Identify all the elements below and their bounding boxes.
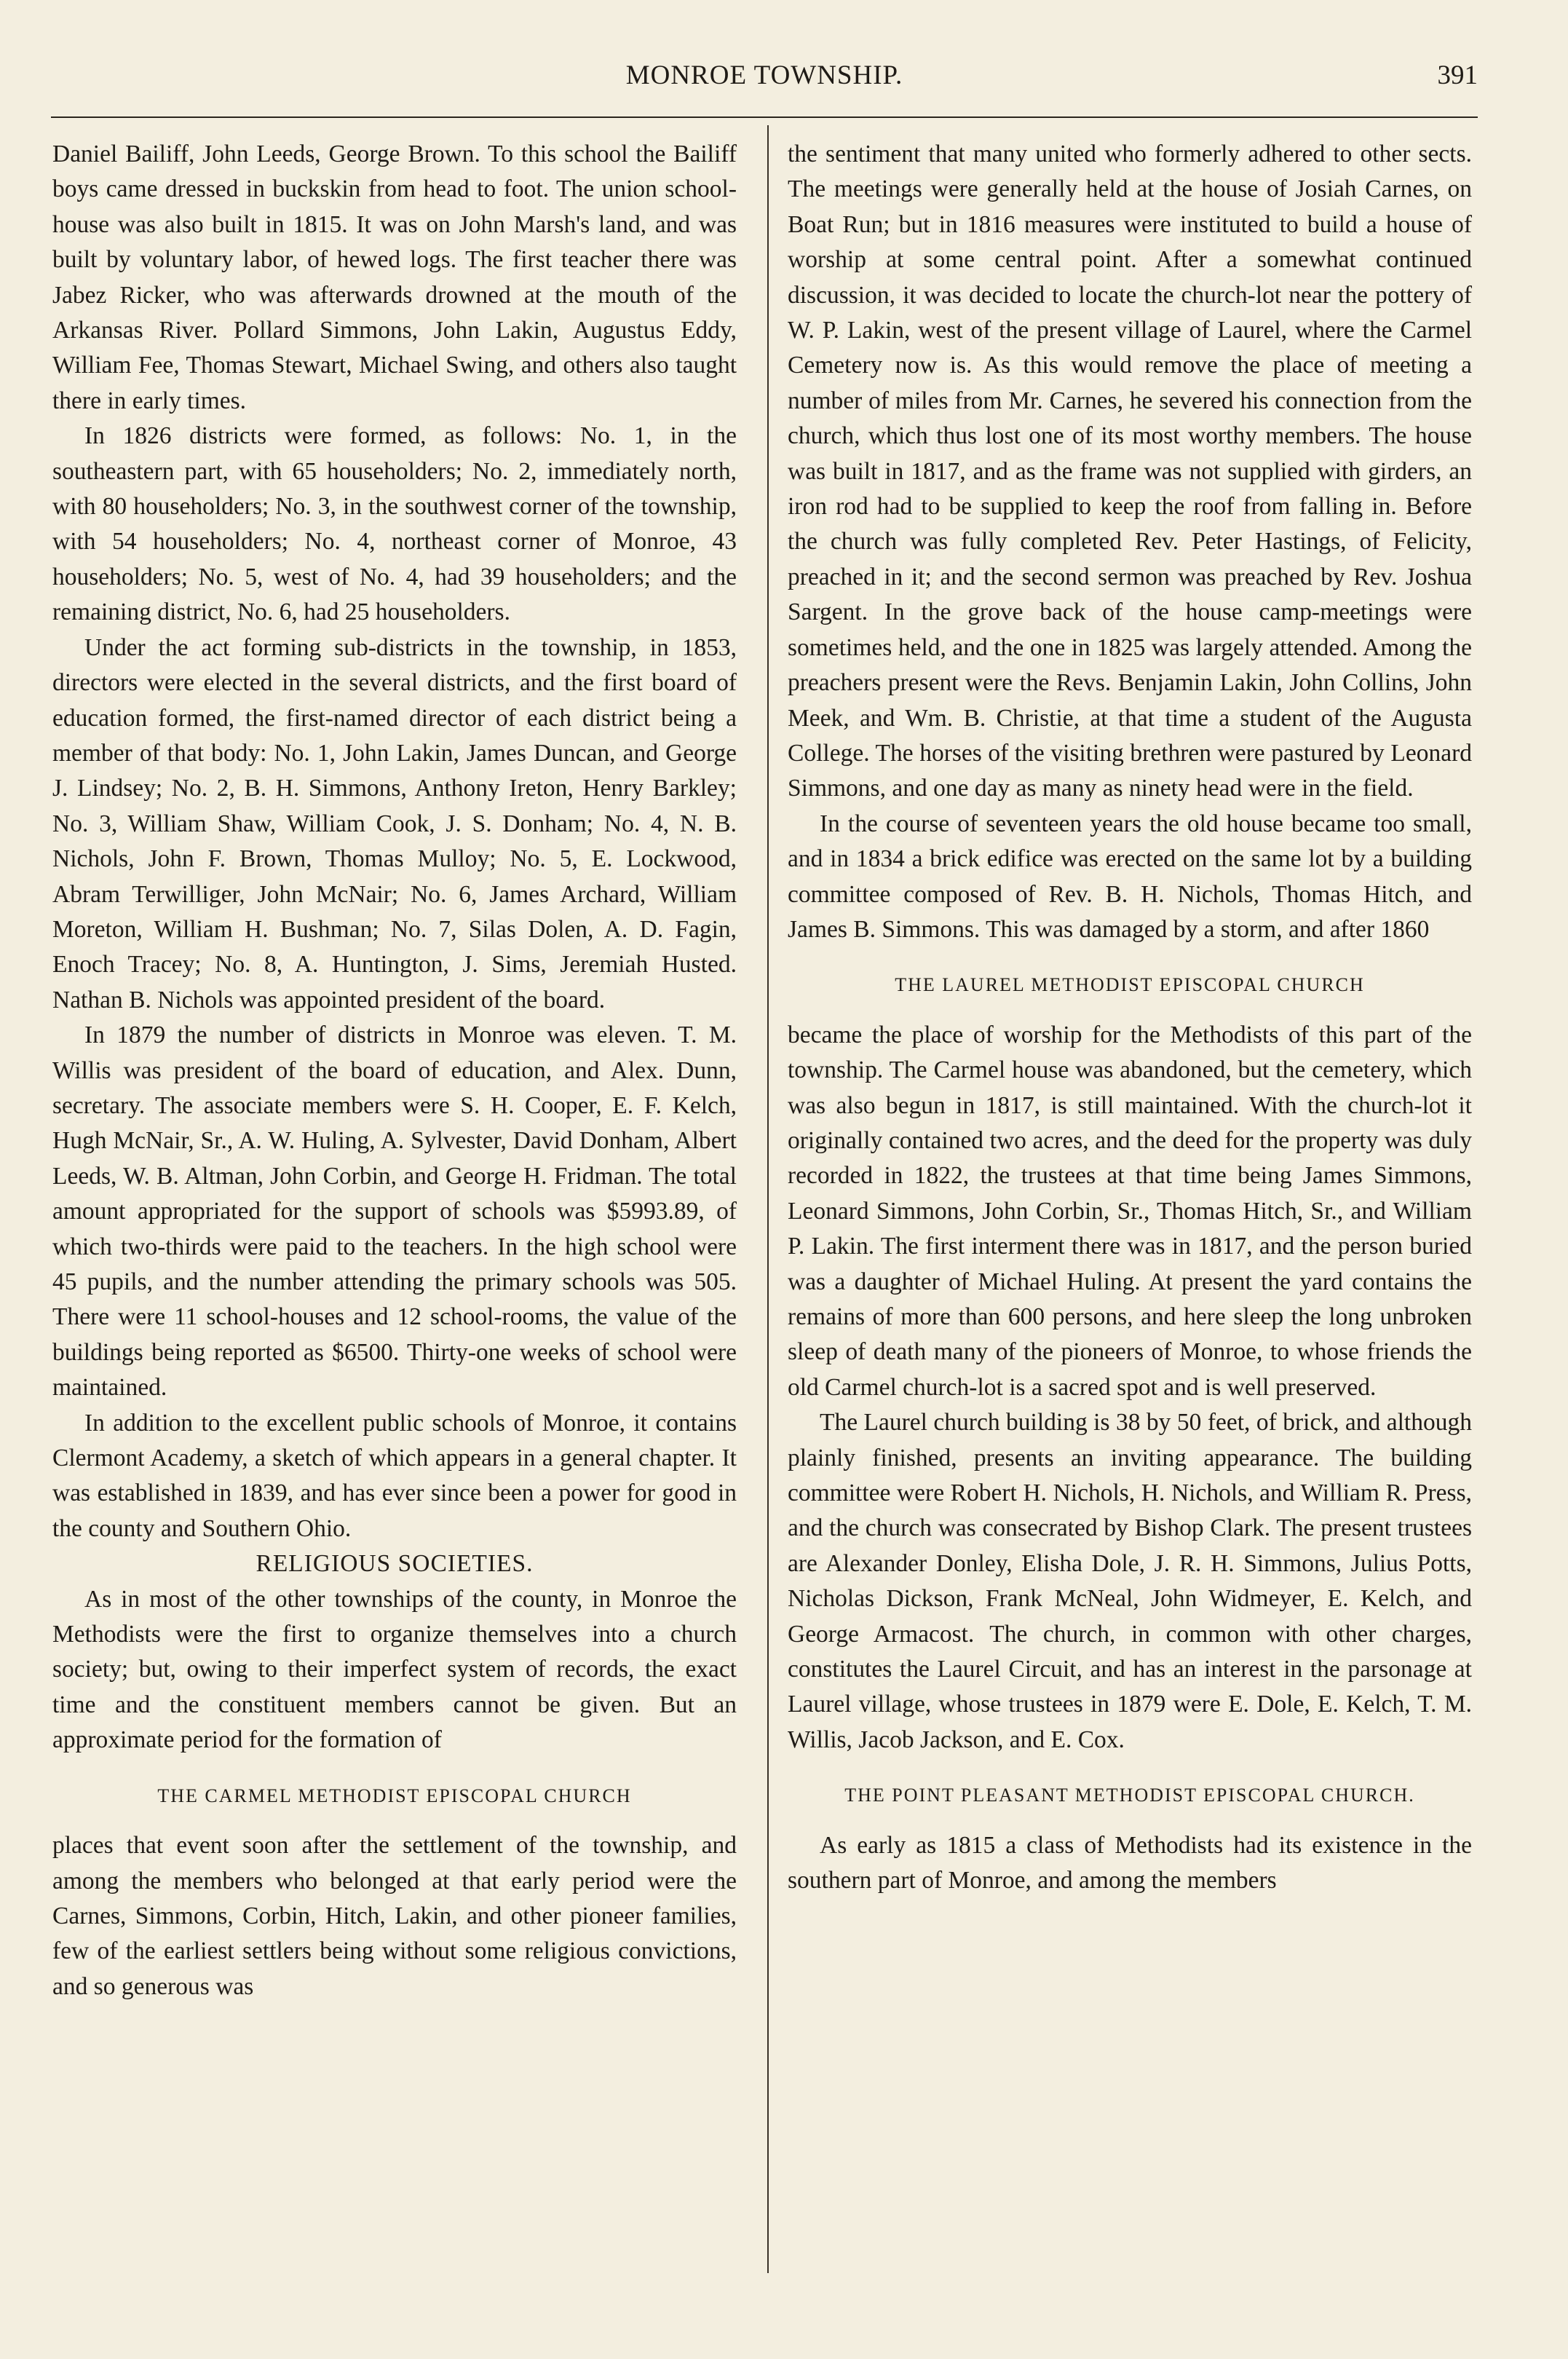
left-column (52, 137, 737, 2004)
paragraph: The Laurel church building is 38 by 50 feet, of brick, and although plainly finished, presents an inviting appearance. The building committee were Robert H. Nichols, H. Nichols, and William R. Press, and the church was consecrated by Bishop Clark. The present trustees are Alexander Donley, Elisha Dole, J. R. H. Simmons, Julius Potts, Nicholas Dickson, Frank McNeal, John Widmeyer, E. Kelch, and George Armacost. The church, in common with other charges, constitutes the Laurel Circuit, and has an interest in the parsonage at Laurel village, whose trustees in 1879 were E. Dole, E. Kelch, T. M. Willis, Jacob Jackson, and E. Cox. (788, 1409, 1472, 1753)
section-heading: RELIGIOUS SOCIETIES. (256, 1550, 534, 1578)
paragraph: As in most of the other townships of the county, in Monroe the Methodists were the first to organize themselves into a church society; but, owing to their imperfect system of records, the exact time and the constituent members cannot be given. But an approximate period for the formation of (52, 1585, 737, 1754)
paragraph: In 1879 the number of districts in Monroe was eleven. T. M. Willis was president of the board of education, and Alex. Dunn, secretary. The associate members were S. H. Cooper, E. F. Kelch, Hugh McNair, Sr., A. W. Huling, A. Sylvester, David Donham, Albert Leeds, W. B. Altman, John Corbin, and George H. Fridman. The total amount appropriated for the support of schools was $5993.89, of which two-thirds were paid to the teachers. In the high school were 45 pupils, and the number attending the primary schools was 505. There were 11 school-houses and 12 school-rooms, the value of the buildings being reported as $6500. Thirty-one weeks of school were maintained. (52, 1022, 737, 1402)
column-divider (767, 125, 769, 2273)
church-heading: THE CARMEL METHODIST EPISCOPAL CHURCH (157, 1785, 632, 1806)
page-number: 391 (1437, 60, 1478, 90)
paragraph: the sentiment that many united who formerly adhered to other sects. The meetings were generally held at the house of Josiah Carnes, on Boat Run; but in 1816 measures were instituted to build a house of worship at some central point. After a somewhat continued discussion, it was decided to locate the church-lot near the pottery of W. P. Lakin, west of the present village of Laurel, where the Carmel Cemetery now is. As this would remove the place of meeting a number of miles from Mr. Carnes, he severed his connection from the church, which thus lost one of its most worthy members. The house was built in 1817, and as the frame was not supplied with girders, an iron rod had to be supplied to keep the roof from falling in. Before the church was fully completed Rev. Peter Hastings, of Felicity, preached in it; and the second sermon was preached by Rev. Joshua Sargent. In the grove back of the house camp-meetings were sometimes held, and the one in 1825 was largely attended. Among the preachers present were the Revs. Benjamin Lakin, John Collins, John Meek, and Wm. B. Christie, at that time a student of the Augusta College. The horses of the visiting brethren were pastured by Leonard Simmons, and one day as many as ninety head were in the field. (788, 141, 1472, 802)
paragraph: Daniel Bailiff, John Leeds, George Brown. To this school the Bailiff boys came dressed in buckskin from head to foot. The union school-house was also built in 1815. It was on John Marsh's land, and was built by voluntary labor, of hewed logs. The first teacher there was Jabez Ricker, who was afterwards drowned at the mouth of the Arkansas River. Pollard Simmons, John Lakin, Augustus Eddy, William Fee, Thomas Stewart, Michael Swing, and others also taught there in early times. (52, 141, 737, 414)
paragraph: Under the act forming sub-districts in the township, in 1853, directors were elected in the several districts, and the first board of education formed, the first-named director of each district being a member of that body: No. 1, John Lakin, James Duncan, and George J. Lindsey; No. 2, B. H. Simmons, Anthony Ireton, Henry Barkley; No. 3, William Shaw, William Cook, J. S. Donham; No. 4, N. B. Nichols, John F. Brown, Thomas Mulloy; No. 5, E. Lockwood, Abram Terwilliger, John McNair; No. 6, James Archard, William Moreton, William H. Bushman; No. 7, Silas Dolen, A. D. Fagin, Enoch Tracey; No. 8, A. Huntington, J. Sims, Jeremiah Husted. Nathan B. Nichols was appointed president of the board. (52, 633, 737, 1013)
paragraph: In addition to the excellent public schools of Monroe, it contains Clermont Academy, a sketch of which appears in a general chapter. It was established in 1839, and has ever since been a power for good in the county and Southern Ohio. (52, 1409, 737, 1542)
page-header (51, 60, 1478, 103)
paragraph: As early as 1815 a class of Methodists had its existence in the southern part of Monroe, and among the members (788, 1831, 1472, 1894)
paragraph: became the place of worship for the Methodists of this part of the township. The Carmel house was abandoned, but the cemetery, which was also begun in 1817, is still maintained. With the church-lot it originally contained two acres, and the deed for the property was duly recorded in 1822, the trustees at that time being James Simmons, Leonard Simmons, John Corbin, Sr., Thomas Hitch, Sr., and William P. Lakin. The first interment there was in 1817, and the person buried was a daughter of Michael Huling. At present the yard contains the remains of more than 600 persons, and here sleep the long unbroken sleep of death many of the pioneers of Monroe, to whose friends the old Carmel church-lot is a sacred spot and is well preserved. (788, 1021, 1472, 1401)
paragraph: In the course of seventeen years the old house became too small, and in 1834 a brick edifice was erected on the same lot by a building committee composed of Rev. B. H. Nichols, Thomas Hitch, and James B. Simmons. This was damaged by a storm, and after 1860 (788, 810, 1472, 943)
church-heading: THE LAUREL METHODIST EPISCOPAL CHURCH (895, 974, 1365, 996)
right-column (788, 137, 1472, 1899)
paragraph: In 1826 districts were formed, as follows: No. 1, in the southeastern part, with 65 householders; No. 2, immediately north, with 80 householders; No. 3, in the southwest corner of the township, with 54 householders; No. 4, northeast corner of Monroe, 43 householders; No. 5, west of No. 4, had 39 householders; and the remaining district, No. 6, had 25 householders. (52, 422, 737, 626)
paragraph: places that event soon after the settlement of the township, and among the members who belonged at that early period were the Carnes, Simmons, Corbin, Hitch, Lakin, and other pioneer families, few of the earliest settlers being without some religious convictions, and so generous was (52, 1832, 737, 2000)
header-rule (51, 116, 1478, 118)
running-head: MONROE TOWNSHIP. (625, 60, 903, 90)
church-heading: THE POINT PLEASANT METHODIST EPISCOPAL CHURCH. (844, 1785, 1415, 1806)
